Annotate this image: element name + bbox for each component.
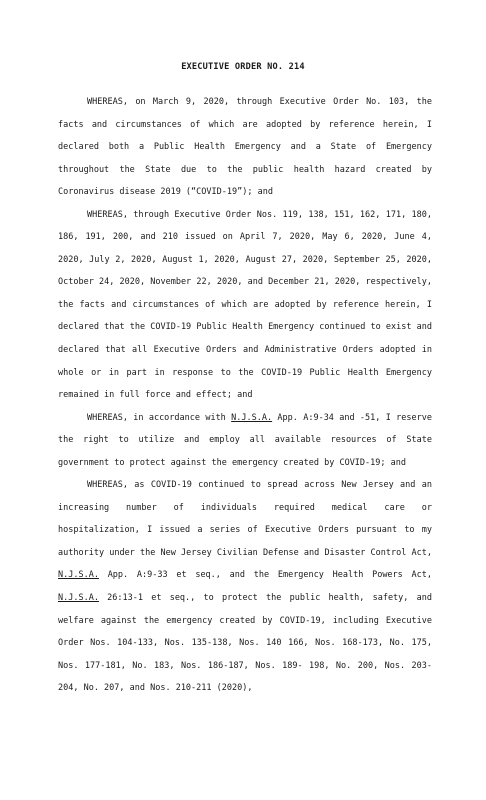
document-body xyxy=(58,91,432,700)
paragraph-text: WHEREAS, through Executive Order Nos. 119, 138, 151, 162, 171, 180, 186, 191, 200, and 210 issued on April 7, 2020, May 6, 2020, June 4, 2020, July 2, 2020, August 1, 2020, August 27, 2020, September 25, 2020, October 24, 2020, November 22, 2020, and December 21, 2020, respectively, the facts and circumstances of which are adopted by reference herein, I declared that the COVID-19 Public Health Emergency continued to exist and declared that all Executive Orders and Administrative Orders adopted in whole or in part in response to the COVID-19 Public Health Emergency remained in full force and effect; and xyxy=(58,209,432,401)
paragraph-text: WHEREAS, as COVID-19 continued to spread across New Jersey and an increasing number of individuals required medical care or hospitalization, I issued a series of Executive Orders pursuant to my authority under the New Jersey Civilian Defense and Disaster Control Act, xyxy=(58,480,432,558)
paragraph-text: WHEREAS, in accordance with xyxy=(87,412,232,423)
statute-citation: N.J.S.A. xyxy=(58,593,99,604)
paragraph-text: App. A:9-33 et seq., and the Emergency Health Powers Act, xyxy=(98,570,432,581)
whereas-paragraph-1 xyxy=(58,91,432,204)
whereas-paragraph-3 xyxy=(58,407,432,475)
paragraph-text: WHEREAS, on March 9, 2020, through Executive Order No. 103, the facts and circumstances of which are adopted by reference herein, I declared both a Public Health Emergency and a State of Emergency throughout the State due to the public health hazard created by Coronavirus disease 2019 (“COVID-19”); and xyxy=(58,97,432,198)
whereas-paragraph-4 xyxy=(58,474,432,699)
paragraph-text: App. A:9-34 and -51, I reserve the right to utilize and employ all available resources of State government to protect against the emergency created by COVID-19; and xyxy=(58,412,432,468)
statute-citation: N.J.S.A. xyxy=(58,570,99,581)
document-title: EXECUTIVE ORDER NO. 214 xyxy=(181,62,305,72)
statute-citation: N.J.S.A. xyxy=(231,412,273,423)
whereas-paragraph-2 xyxy=(58,204,432,407)
paragraph-text: 26:13-1 et seq., to protect the public health, safety, and welfare against the emergency created by COVID-19, including Executive Order Nos. 104-133, Nos. 135-138, Nos. 140 166, Nos. 168-173, No. 175, Nos. 177-181, No. 183, Nos. 186-187, Nos. 189- 198, No. 200, Nos. 203-204, No. 207, and Nos. 210-211 (2020), xyxy=(58,593,432,694)
